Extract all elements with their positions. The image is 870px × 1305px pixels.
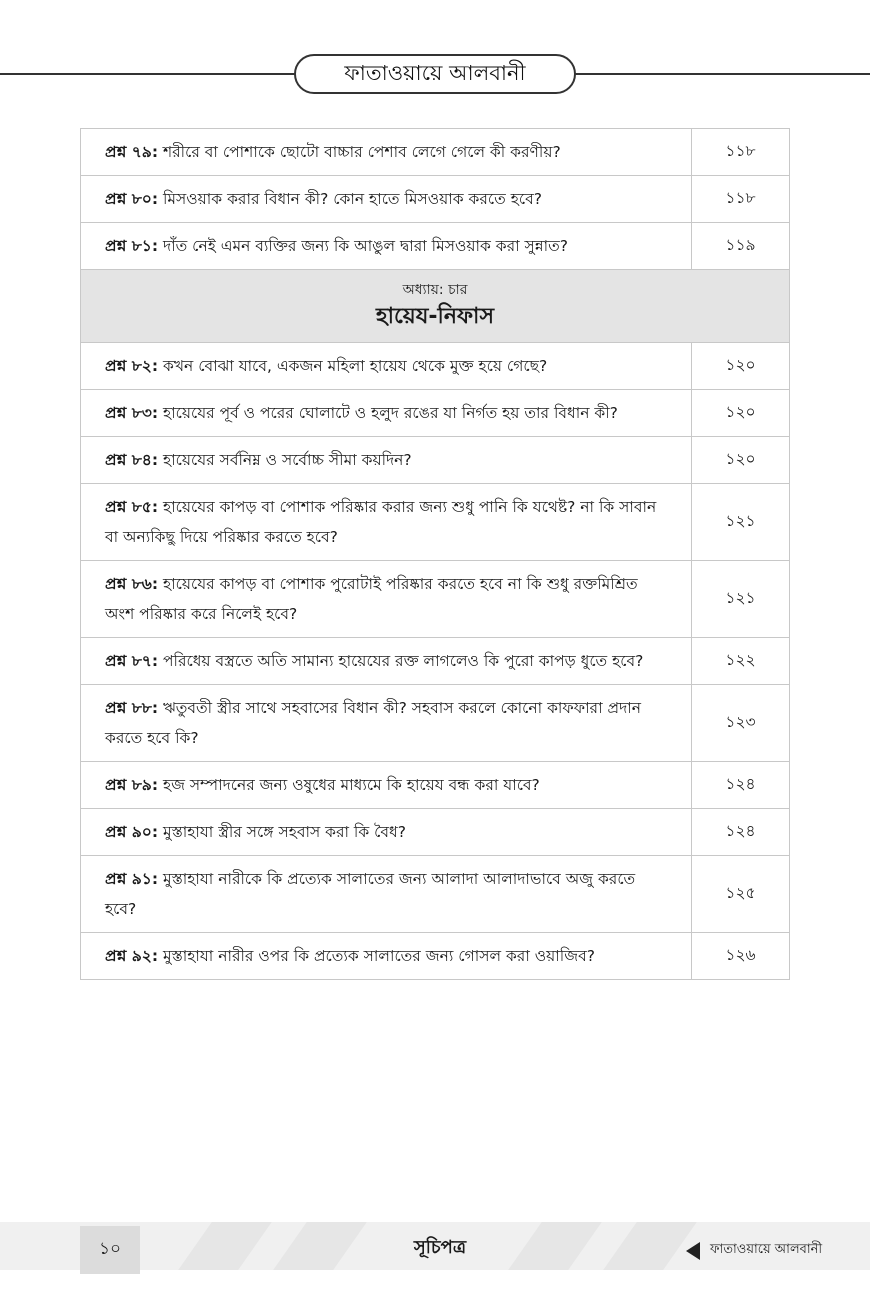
toc-question-cell [81,437,692,484]
toc-entry-row [81,638,790,685]
question-number: প্রশ্ন ৮৬: [105,575,159,593]
question-number: প্রশ্ন ৮৮: [105,699,159,717]
toc-entry-row [81,933,790,980]
question-text: পরিধেয় বস্ত্রতে অতি সামান্য হায়েযের রক্ত লাগলেও কি পুরো কাপড় ধুতে হবে? [158,652,644,670]
toc-question-cell [81,762,692,809]
toc-question-cell [81,390,692,437]
toc-entry-row [81,437,790,484]
toc-question-cell [81,484,692,561]
toc-page-cell: ১২৫ [692,856,790,933]
toc-question-cell [81,933,692,980]
toc-entry-row [81,856,790,933]
toc-entry-row [81,390,790,437]
toc-page-cell: ১২০ [692,437,790,484]
question-number: প্রশ্ন ৮১: [105,237,159,255]
toc-entry-row [81,685,790,762]
question-text: মিসওয়াক করার বিধান কী? কোন হাতে মিসওয়াক করতে হবে? [158,190,542,208]
toc-page-cell: ১২১ [692,484,790,561]
question-number: প্রশ্ন ৮৯: [105,776,159,794]
footer-section-title: সূচিপত্র [413,1237,467,1258]
footer-book-title [686,1240,822,1261]
question-text: কখন বোঝা যাবে, একজন মহিলা হায়েয থেকে মুক্ত হয়ে গেছে? [158,357,548,375]
toc-entry-row [81,484,790,561]
question-text: হায়েযের কাপড় বা পোশাক পরিষ্কার করার জন্য শুধু পানি কি যথেষ্ট? না কি সাবান বা অন্যকিছু দিয়ে পরিষ্কার করতে হবে? [105,498,657,546]
question-text: মুস্তাহাযা স্ত্রীর সঙ্গে সহবাস করা কি বৈধ? [158,823,406,841]
chapter-heading-row [81,270,790,343]
toc-question-cell [81,809,692,856]
toc-page-cell: ১২৬ [692,933,790,980]
toc-question-cell [81,223,692,270]
question-number: প্রশ্ন ৯১: [105,870,159,888]
question-number: প্রশ্ন ৮৪: [105,451,159,469]
toc-page-cell: ১২৩ [692,685,790,762]
toc-page-cell: ১১৯ [692,223,790,270]
question-text: ঋতুবতী স্ত্রীর সাথে সহবাসের বিধান কী? সহবাস করলে কোনো কাফফারা প্রদান করতে হবে কি? [105,699,641,747]
toc-entries-before [81,129,790,270]
question-number: প্রশ্ন ৯০: [105,823,159,841]
question-number: প্রশ্ন ৮৫: [105,498,159,516]
page-number-text: ১০ [98,1239,122,1259]
toc-entry-row [81,561,790,638]
toc-page-cell: ১২২ [692,638,790,685]
chapter-label: অধ্যায়: চার [402,282,468,298]
toc-question-cell [81,638,692,685]
question-number: প্রশ্ন ৯২: [105,947,159,965]
question-text: শরীরে বা পোশাকে ছোটো বাচ্চার পেশাব লেগে গেলে কী করণীয়? [158,143,561,161]
question-number: প্রশ্ন ৮০: [105,190,159,208]
toc-question-cell [81,176,692,223]
toc-question-cell [81,129,692,176]
question-text: হায়েযের কাপড় বা পোশাক পুরোটাই পরিষ্কার করতে হবে না কি শুধু রক্তমিশ্রিত অংশ পরিষ্কার করে নিলেই হবে? [105,575,638,623]
toc-page-cell: ১২০ [692,390,790,437]
toc-entry-row [81,762,790,809]
toc-page-cell: ১২১ [692,561,790,638]
toc-entry-row [81,129,790,176]
chapter-section [81,270,790,343]
toc-page-cell: ১১৮ [692,176,790,223]
toc-question-cell [81,561,692,638]
question-number: প্রশ্ন ৭৯: [105,143,159,161]
question-text: হজ সম্পাদনের জন্য ওষুধের মাধ্যমে কি হায়েয বন্ধ করা যাবে? [158,776,540,794]
question-text: মুস্তাহাযা নারীকে কি প্রত্যেক সালাতের জন্য আলাদা আলাদাভাবে অজু করতে হবে? [105,870,636,918]
arrow-left-icon [686,1242,700,1260]
table-of-contents [80,128,790,980]
question-text: হায়েযের পূর্ব ও পরের ঘোলাটে ও হলুদ রঙের যা নির্গত হয় তার বিধান কী? [158,404,618,422]
chapter-title: হায়েয-নিফাস [376,304,494,329]
toc-page-cell: ১২০ [692,343,790,390]
toc-question-cell [81,685,692,762]
toc-entry-row [81,809,790,856]
question-text: হায়েযের সর্বনিম্ন ও সর্বোচ্চ সীমা কয়দিন? [158,451,412,469]
toc-page-cell: ১২৪ [692,809,790,856]
question-number: প্রশ্ন ৮৩: [105,404,159,422]
question-number: প্রশ্ন ৮২: [105,357,159,375]
question-text: মুস্তাহাযা নারীর ওপর কি প্রত্যেক সালাতের জন্য গোসল করা ওয়াজিব? [158,947,595,965]
toc-entry-row [81,176,790,223]
running-header-title [294,54,576,94]
toc-page-cell: ১১৮ [692,129,790,176]
footer-book-title-text: ফাতাওয়ায়ে আলবানী [710,1242,823,1257]
toc-entries-after [81,343,790,980]
header-title-text: ফাতাওয়ায়ে আলবানী [344,60,526,85]
toc-entry-row [81,223,790,270]
toc-page-cell: ১২৪ [692,762,790,809]
chapter-heading-cell [81,270,790,343]
toc-question-cell [81,343,692,390]
question-number: প্রশ্ন ৮৭: [105,652,159,670]
page-number [80,1226,140,1274]
toc-question-cell [81,856,692,933]
question-text: দাঁত নেই এমন ব্যক্তির জন্য কি আঙুল দ্বারা মিসওয়াক করা সুন্নাত? [158,237,568,255]
toc-entry-row [81,343,790,390]
